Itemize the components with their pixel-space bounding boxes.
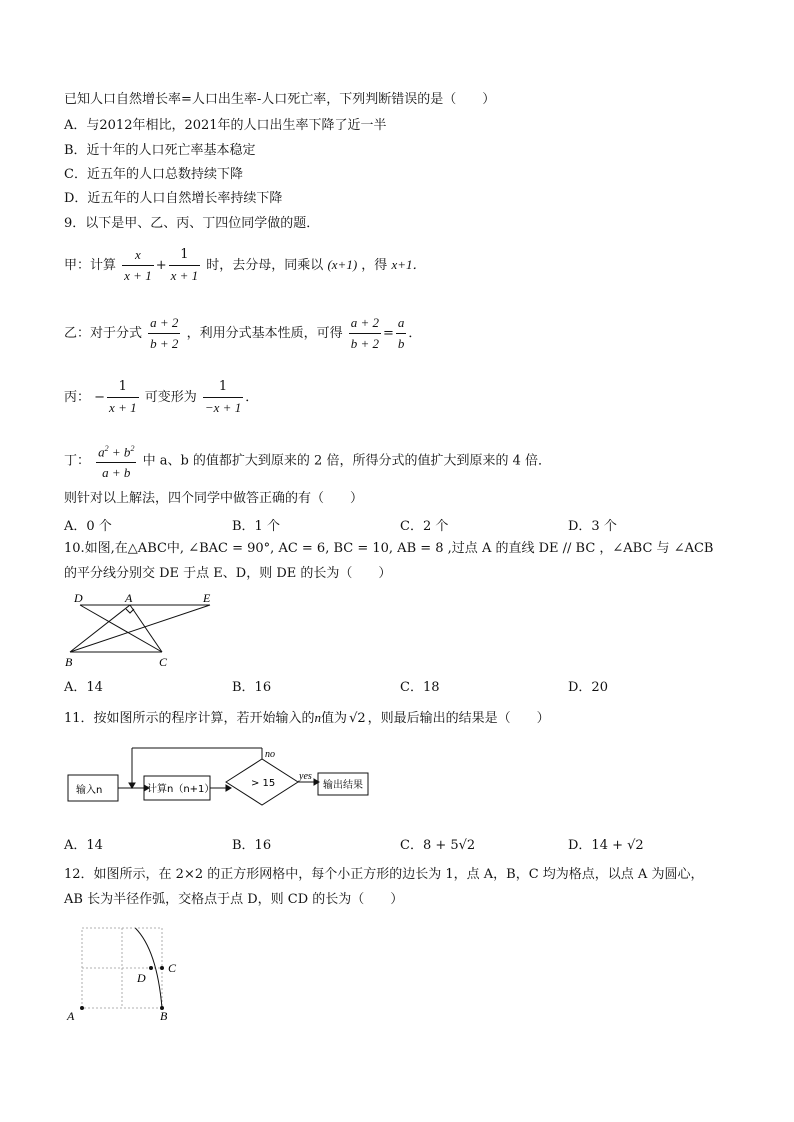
q9-option-b: B．1 个 bbox=[232, 519, 280, 534]
q10-label-c: C bbox=[159, 655, 168, 669]
q10-line-ac bbox=[130, 605, 162, 652]
q9-bing: 丙： − $\frac{1}{x + 1}$ 可变形为 $\frac{1}{-x + 1}$ ． bbox=[64, 379, 259, 415]
q9-jia-mid: 时，去分母，同乘以 bbox=[206, 258, 324, 273]
q11-stem-n: n bbox=[314, 710, 322, 725]
q11-option-c: C．8 + 5√2 bbox=[400, 838, 476, 853]
q11-flow-yes-label: yes bbox=[299, 771, 312, 782]
q9-jia-label: 甲：计算 bbox=[64, 258, 117, 273]
q9-bing-frac2: $\frac{1}{-x + 1}$ bbox=[204, 379, 242, 415]
q9-option-a: A．0 个 bbox=[64, 519, 112, 534]
q9-jia-end: ，得 bbox=[361, 258, 388, 273]
q10-label-e: E bbox=[203, 591, 211, 605]
q9-yi: 乙：对于分式 $\frac{a + 2}{b + 2}$ ，利用分式基本性质，可得 $\frac{a + 2}{b + 2}$ = $\frac{a}{b}$ ． bbox=[64, 315, 422, 351]
q9-ding bbox=[64, 440, 551, 482]
q9-question: 则针对以上解法，四个同学中做答正确的有（ ） bbox=[64, 491, 364, 506]
q11-stem-b: 值为 bbox=[321, 711, 348, 726]
q11-flow-input-label: 输入n bbox=[76, 785, 103, 796]
q10-option-b: B．16 bbox=[232, 680, 272, 695]
q12-point-a bbox=[80, 1006, 84, 1010]
q9-bing-end: ． bbox=[245, 390, 259, 405]
q9-yi-frac3: $\frac{a}{b}$ bbox=[397, 315, 405, 351]
q9-yi-frac2: $\frac{a + 2}{b + 2}$ bbox=[350, 315, 380, 351]
q11-flow-calc-label: 计算n（n+1） bbox=[147, 784, 215, 795]
q9-option-d: D．3 个 bbox=[568, 519, 617, 534]
q10-option-c: C．18 bbox=[400, 680, 440, 695]
q12-label-a: A bbox=[67, 1009, 75, 1023]
q10-option-a: A．14 bbox=[64, 680, 103, 695]
q11-option-d: D．14 + √2 bbox=[568, 838, 644, 853]
q10-line2: 的平分线分别交 DE 于点 E、D，则 DE 的长为（ ） bbox=[64, 566, 392, 581]
q10-option-d: D．20 bbox=[568, 680, 608, 695]
q10-line1: 10.如图,在△ABC中, ∠BAC = 90°, AC = 6, BC = 10, AB = 8 ,过点 A 的直线 DE // BC ，∠ABC 与 ∠ACB bbox=[64, 541, 714, 556]
q8-option-a: A．与2012年相比，2021年的人口出生率下降了近一半 bbox=[64, 118, 387, 133]
q10-line-be bbox=[70, 605, 210, 652]
q9-jia: 甲：计算 $\frac{x}{x + 1}$ + $\frac{1}{x + 1}$ 时，去分母，同乘以 (x+1) ，得 x+1． bbox=[64, 247, 426, 283]
q9-jia-paren: (x+1) bbox=[327, 257, 358, 272]
q10-label-a: A bbox=[125, 591, 133, 605]
q11-stem-c: ，则最后输出的结果是（ ） bbox=[367, 711, 550, 726]
q9-ding-label: 丁： bbox=[64, 453, 91, 469]
q8-stem: 已知人口自然增长率=人口出生率-人口死亡率，下列判断错误的是（ ） bbox=[64, 92, 496, 107]
q9-yi-frac1: $\frac{a + 2}{b + 2}$ bbox=[150, 315, 179, 351]
q8-option-d: D．近五年的人口自然增长率持续下降 bbox=[64, 191, 283, 206]
q9-stem: 9．以下是甲、乙、丙、丁四位同学做的题． bbox=[64, 216, 320, 231]
q9-jia-frac2: $\frac{1}{x + 1}$ bbox=[170, 247, 199, 283]
q12-label-c: C bbox=[168, 961, 177, 975]
q10-triangle-figure bbox=[60, 590, 230, 670]
q9-jia-frac1: $\frac{x}{x + 1}$ bbox=[124, 247, 152, 283]
q9-yi-mid: ，利用分式基本性质，可得 bbox=[186, 326, 343, 341]
q12-label-d: D bbox=[137, 971, 146, 985]
q12-line2: AB 长为半径作弧，交格点于点 D，则 CD 的长为（ ） bbox=[64, 892, 404, 907]
q9-jia-result: x+1． bbox=[391, 257, 426, 272]
q11-flow-cond-label: > 15 bbox=[251, 778, 276, 789]
q12-point-d bbox=[149, 966, 153, 970]
q9-bing-mid: 可变形为 bbox=[144, 390, 197, 405]
q9-bing-label: 丙： bbox=[64, 390, 91, 405]
q12-line1: 12．如图所示，在 2×2 的正方形网格中，每个小正方形的边长为 1，点 A，B，C 均为格点，以点 A 为圆心， bbox=[64, 867, 704, 882]
q12-point-c bbox=[160, 966, 164, 970]
q8-option-c: C．近五年的人口总数持续下降 bbox=[64, 167, 243, 182]
q12-grid-figure bbox=[62, 920, 192, 1025]
q10-right-angle-mark bbox=[126, 609, 134, 613]
q8-option-b: B．近十年的人口死亡率基本稳定 bbox=[64, 143, 256, 158]
q9-bing-frac1: $\frac{1}{x + 1}$ bbox=[109, 379, 137, 415]
q9-yi-label: 乙：对于分式 bbox=[64, 326, 143, 341]
q11-option-a: A．14 bbox=[64, 838, 103, 853]
q11-flowchart bbox=[60, 740, 380, 810]
q9-option-c: C．2 个 bbox=[400, 519, 449, 534]
q11-stem bbox=[64, 709, 550, 728]
q10-label-d: D bbox=[74, 591, 83, 605]
q11-flow-output-label: 输出结果 bbox=[323, 780, 363, 791]
q9-ding-text: 中 a、b 的值都扩大到原来的 2 倍，所得分式的值扩大到原来的 4 倍． bbox=[142, 453, 551, 469]
q11-option-b: B．16 bbox=[232, 838, 272, 853]
q11-flow-arrowhead-no bbox=[129, 783, 135, 788]
q11-flow-no-label: no bbox=[265, 749, 275, 760]
q12-label-b: B bbox=[160, 1009, 168, 1023]
q10-label-b: B bbox=[65, 655, 73, 669]
q11-stem-val: √2 bbox=[349, 711, 366, 726]
q11-flow-arrowhead2 bbox=[226, 785, 231, 791]
q11-stem-a: 11．按如图所示的程序计算，若开始输入的 bbox=[64, 711, 315, 726]
q9-ding-frac: $\frac{a^2 + b^2}{a + b}$ bbox=[96, 440, 136, 482]
